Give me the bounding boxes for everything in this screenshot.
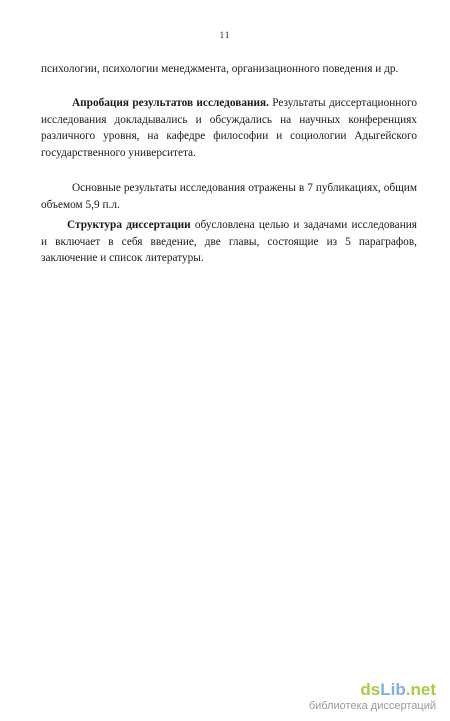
dslib-logo <box>256 680 436 700</box>
logo-net: .net <box>405 680 436 699</box>
publications-text: Основные результаты исследования отражены в 7 публикациях, общим объемом 5,9 п.л. <box>41 182 417 211</box>
paragraph-approbation <box>41 95 417 161</box>
approbation-heading: Апробация результатов исследования. <box>72 97 269 109</box>
logo-ds: ds <box>360 680 381 699</box>
paragraph-1 <box>41 61 417 78</box>
paragraph-1-text: психологии, психологии менеджмента, организационного поведения и др. <box>41 63 399 75</box>
paragraph-publications <box>41 180 417 213</box>
structure-text: обусловлена целью и задачами исследования и включает в себя введение, две главы, состоящие из 5 параграфов, заключение и список литературы. <box>41 219 417 264</box>
dslib-watermark <box>256 680 436 713</box>
watermark-subtitle: библиотека диссертаций <box>308 700 436 712</box>
page-number: 11 <box>219 30 231 40</box>
paragraph-structure <box>41 217 417 267</box>
approbation-text: Результаты диссертационного исследования докладывались и обсуждались на научных конференциях различного уровня, на кафедре философии и социологии Адыгейского государственного университета. <box>41 97 417 159</box>
structure-heading: Структура диссертации <box>67 219 191 231</box>
logo-lib: Lib <box>380 680 406 699</box>
